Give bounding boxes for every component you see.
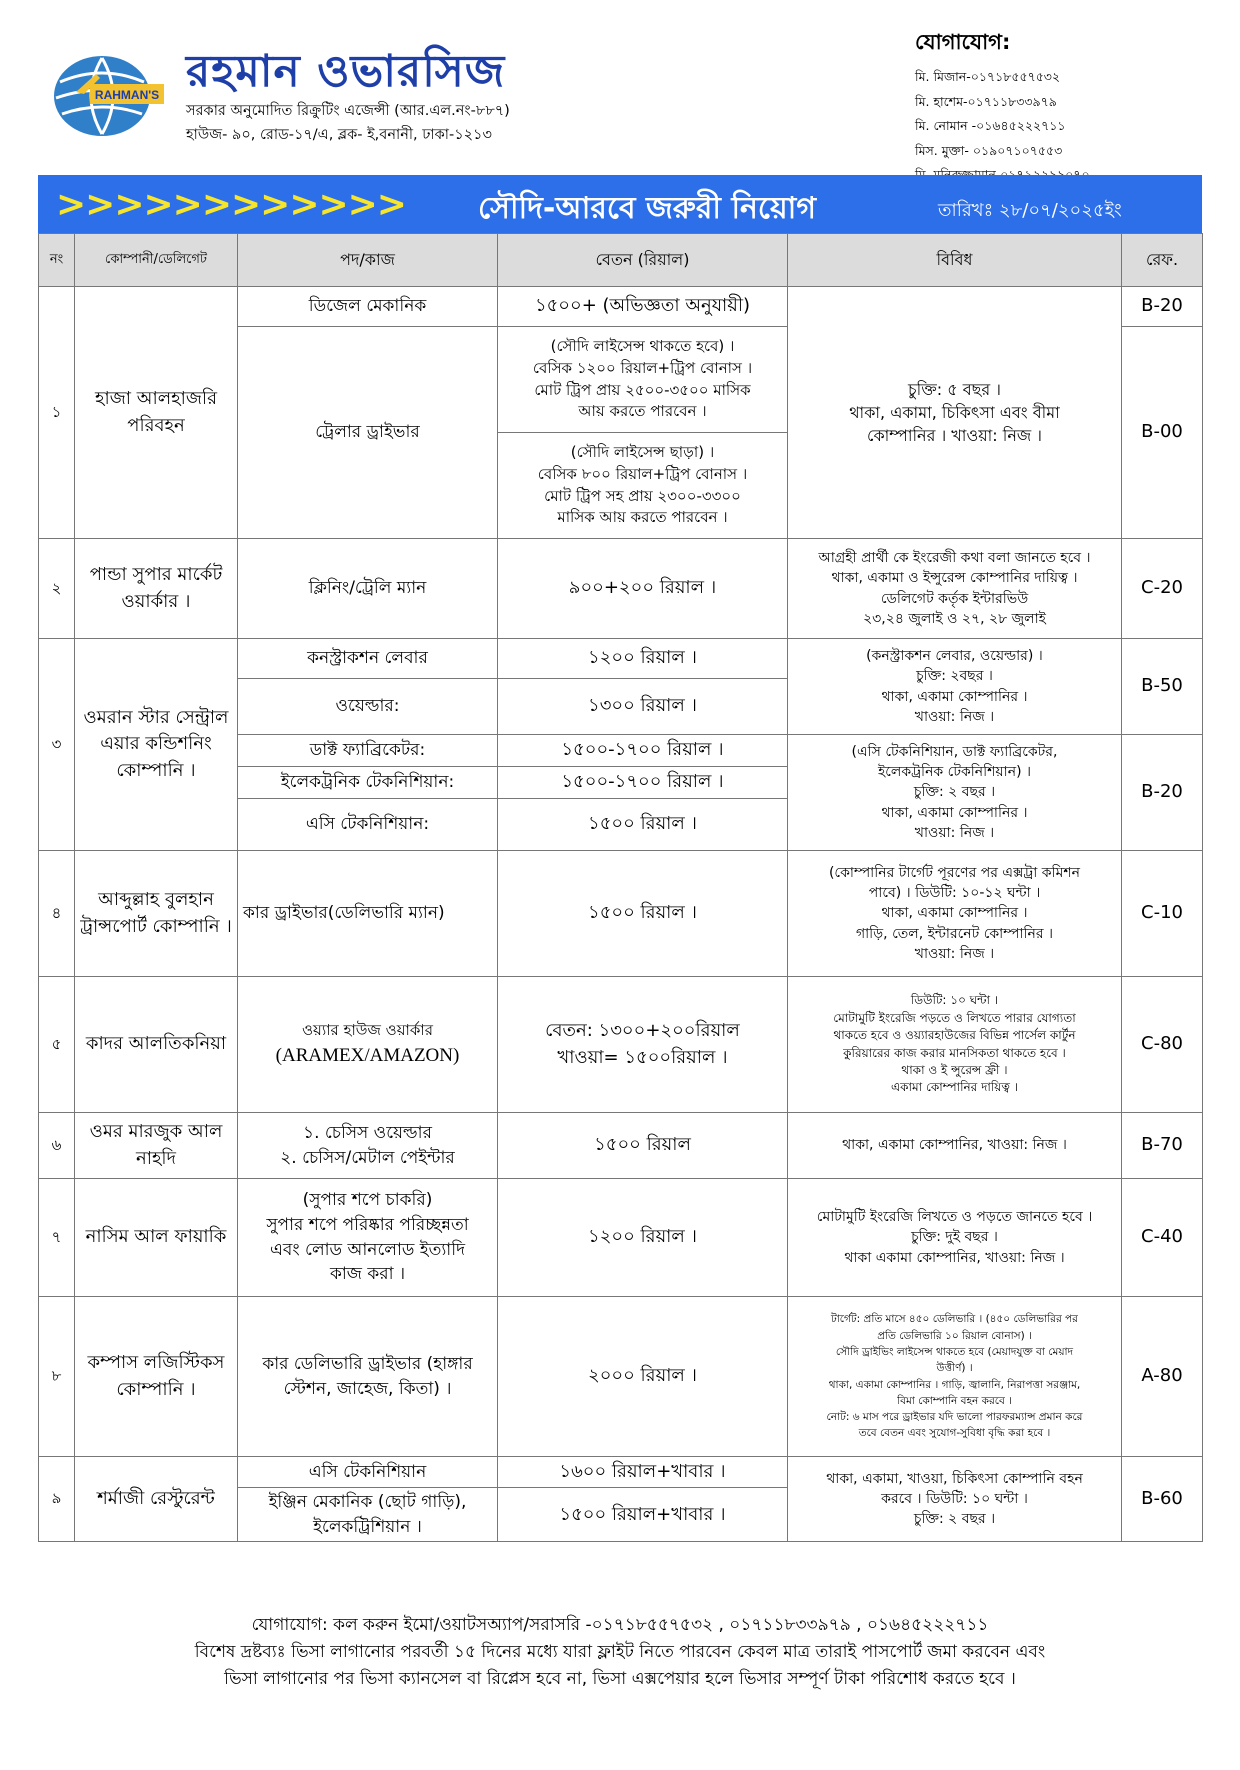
ref-cell: C-20: [1122, 539, 1203, 639]
table-row: [39, 1113, 1203, 1179]
company-cell: কাদর আলতিকনিয়া: [75, 977, 238, 1113]
position-cell: এসি টেকনিশিয়ান: [238, 1457, 498, 1488]
table-header-row: [39, 234, 1203, 287]
misc-line: থাকা, একামা কোম্পানির ।: [881, 804, 1028, 821]
misc-line: ইলেকট্রনিক টেকনিশিয়ান) ।: [877, 764, 1031, 781]
misc-line: থাকা ও ই ন্সুরেন্স ফ্রী ।: [901, 1062, 1008, 1077]
table-row: [39, 287, 1203, 327]
misc-cell: [788, 735, 1122, 851]
misc-cell: থাকা, একামা কোম্পানির, খাওয়া: নিজ ।: [788, 1113, 1122, 1179]
salary-line: মোট ট্রিপ প্রায় ২৫০০-৩৫০০ মাসিক: [534, 380, 751, 399]
misc-line: চুক্তি: দুই বছর ।: [911, 1229, 998, 1246]
ref-cell: B-20: [1122, 735, 1203, 851]
company-subtitle: সরকার অনুমোদিত রিক্রুটিং এজেন্সী (আর.এল.নং-৮৮৭): [186, 103, 510, 119]
salary-cell: ১৫০০ রিয়াল ।: [498, 851, 788, 977]
header: [0, 0, 1240, 175]
banner-title: সৌদি-আরবে জরুরী নিয়োগ: [478, 191, 817, 226]
position-line: ইঞ্জিন মেকানিক (ছোট গাড়ি),: [268, 1492, 467, 1513]
position-cell: এসি টেকনিশিয়ান:: [238, 799, 498, 851]
salary-line: বেসিক ১২০০ রিয়াল+ট্রিপ বোনাস ।: [532, 358, 753, 377]
position-line: ২. চেসিস/মেটাল পেইন্টার: [280, 1147, 455, 1168]
misc-line: থাকা একামা কোম্পানির, খাওয়া: নিজ ।: [844, 1249, 1065, 1266]
misc-line: মোটামুটি ইংরেজি লিখতে ও পড়তে জানতে হবে ।: [816, 1209, 1093, 1226]
misc-cell: [788, 639, 1122, 735]
ref-cell: C-40: [1122, 1179, 1203, 1297]
position-line: (ARAMEX/AMAZON): [275, 1044, 460, 1066]
position-cell: [238, 1488, 498, 1542]
misc-cell: [788, 851, 1122, 977]
company-address: হাউজ- ৯০, রোড-১৭/এ, ব্লক- ই,বনানী, ঢাকা-১২১৩: [186, 127, 492, 143]
salary-cell: [498, 327, 788, 433]
contact-line: মি. নোমান -০১৬৪৫২২২৭১১: [915, 118, 1066, 133]
misc-line: থাকা, একামা ও ইন্সুরেন্স কোম্পানির দায়িত্ব ।: [831, 570, 1078, 587]
header-ref: রেফ.: [1122, 234, 1203, 287]
row-num: ১: [39, 287, 75, 539]
misc-line: থাকা, একামা কোম্পানির ।: [881, 905, 1028, 922]
company-cell: ওমরান স্টার সেন্ট্রাল এয়ার কন্ডিশনিং কোম্পানি ।: [75, 639, 238, 851]
logo-text: RAHMAN'S: [94, 88, 160, 102]
salary-cell: ১৩০০ রিয়াল ।: [498, 679, 788, 735]
footer-note: বিশেষ দ্রষ্টব্যঃ ভিসা লাগানোর পরবর্তী ১৫ দিনের মধ্যে যারা ফ্লাইট নিতে পারবেন কেবল মাত্র তারাই পাসপোর্ট জমা করবেন এবং: [194, 1642, 1046, 1662]
salary-line: বেতন: ১৩০০+২০০রিয়াল: [545, 1020, 740, 1042]
header-company: কোম্পানী/ডেলিগেট: [75, 234, 238, 287]
footer: [38, 1612, 1202, 1693]
position-line: এবং লোড আনলোড ইত্যাদি: [269, 1239, 466, 1260]
header-num: নং: [39, 234, 75, 287]
misc-line: খাওয়া: নিজ ।: [914, 824, 995, 841]
misc-line: চুক্তি: ২বছর ।: [916, 668, 993, 685]
ref-cell: C-80: [1122, 977, 1203, 1113]
misc-line: পাবে) । ডিউটি: ১০-১২ ঘন্টা ।: [868, 885, 1041, 902]
table-row: [39, 1179, 1203, 1297]
table-row: [39, 1297, 1203, 1457]
row-num: ৪: [39, 851, 75, 977]
salary-line: (সৌদি লাইসেন্স ছাড়া) ।: [570, 443, 715, 461]
contact-box: [915, 26, 1225, 188]
company-cell: আব্দুল্লাহ বুলহান ট্রান্সপোর্ট কোম্পানি ।: [75, 851, 238, 977]
misc-line: থাকতে হবে ও ওয়্যারহাউজের বিভিন্ন পার্সেল কার্টুন: [833, 1028, 1076, 1043]
misc-line: গাড়ি, তেল, ইন্টারনেট কোম্পানির ।: [855, 925, 1054, 942]
misc-line: চুক্তি: ২ বছর ।: [913, 1511, 996, 1528]
footer-contact: যোগাযোগ: কল করুন ইমো/ওয়াটসঅ্যাপ/সরাসরি -০১৭১৮৫৫৭৫৩২ , ০১৭১১৮৩৩৯৭৯ , ০১৬৪৫২২২৭১১: [251, 1615, 989, 1635]
salary-line: খাওয়া= ১৫০০রিয়াল ।: [557, 1046, 728, 1068]
misc-line: ২৩,২৪ জুলাই ও ২৭, ২৮ জুলাই: [863, 610, 1046, 627]
misc-cell: [788, 1457, 1122, 1542]
misc-line: উত্তীর্ণ) ।: [936, 1362, 973, 1375]
misc-line: থাকা, একামা, চিকিৎসা এবং বীমা: [849, 402, 1060, 422]
position-cell: ক্লিনিং/ট্রেলি ম্যান: [238, 539, 498, 639]
position-cell: কার ডেলিভারি ড্রাইভার (হাঙ্গার স্টেশন, জাহেজ, কিতা) ।: [238, 1297, 498, 1457]
banner-date: তারিখঃ ২৮/০৭/২০২৫ইং: [938, 200, 1122, 221]
salary-line: বেসিক ৮০০ রিয়াল+ট্রিপ বোনাস ।: [537, 464, 748, 483]
misc-line: থাকা, একামা, খাওয়া, চিকিৎসা কোম্পানি বহন: [826, 1470, 1083, 1487]
header-misc: বিবিধ: [788, 234, 1122, 287]
misc-line: চুক্তি: ২ বছর ।: [913, 784, 996, 801]
ref-cell: A-80: [1122, 1297, 1203, 1457]
salary-cell: [498, 433, 788, 539]
company-cell: শর্মাজী রেস্টুরেন্ট: [75, 1457, 238, 1542]
row-num: ৩: [39, 639, 75, 851]
misc-line: চুক্তি: ৫ বছর ।: [908, 379, 1001, 399]
company-cell: নাসিম আল ফায়াকি: [75, 1179, 238, 1297]
table-row: [39, 977, 1203, 1113]
misc-line: একামা কোম্পানির দায়িত্ব ।: [890, 1080, 1019, 1095]
row-num: ৫: [39, 977, 75, 1113]
row-num: ৯: [39, 1457, 75, 1542]
salary-cell: ১৫০০ রিয়াল ।: [498, 799, 788, 851]
misc-line: ডেলিগেট কর্তৃক ইন্টারভিউ: [880, 590, 1029, 607]
misc-line: (এসি টেকনিশিয়ান, ডাক্ট ফ্যাব্রিকেটর,: [851, 743, 1058, 760]
salary-line: মাসিক আয় করতে পারবেন ।: [557, 508, 728, 527]
ref-cell: C-10: [1122, 851, 1203, 977]
salary-cell: ২০০০ রিয়াল ।: [498, 1297, 788, 1457]
contact-line: মি. মিজান-০১৭১৮৫৫৭৫৩২: [915, 69, 1061, 84]
misc-line: বিমা কোম্পানি বহন করবে ।: [897, 1394, 1012, 1407]
position-line: (সুপার শপে চাকরি): [302, 1190, 433, 1211]
position-cell: [238, 977, 498, 1113]
jobs-table: [38, 233, 1203, 1542]
ref-cell: B-60: [1122, 1457, 1203, 1542]
misc-line: মোটামুটি ইংরেজি পড়তে ও লিখতে পারার যোগ্যতা: [833, 1010, 1076, 1025]
salary-cell: ১৫০০ রিয়াল: [498, 1113, 788, 1179]
contact-title: যোগাযোগ:: [915, 30, 1011, 54]
misc-line: (কনস্ট্রাকশন লেবার, ওয়েল্ডার) ।: [866, 647, 1043, 664]
table-row: [39, 639, 1203, 679]
position-line: সুপার শপে পরিষ্কার পরিচ্ছন্নতা: [266, 1214, 469, 1235]
misc-line: নোট: ৬ মাস পরে ড্রাইভার যদি ভালো পারফরম্যান্স প্রমান করে: [826, 1411, 1083, 1424]
footer-note: ভিসা লাগানোর পর ভিসা ক্যানসেল বা রিপ্লেস হবে না, ভিসা এক্সপেয়ার হলে ভিসার সম্পূর্ণ টাকা পরিশোধ করতে হবে ।: [224, 1669, 1016, 1689]
salary-cell: ১২০০ রিয়াল ।: [498, 1179, 788, 1297]
misc-line: খাওয়া: নিজ ।: [914, 708, 995, 725]
company-cell: ওমর মারজুক আল নাহদি: [75, 1113, 238, 1179]
misc-line: কুরিয়ারের কাজ করার মানসিকতা থাকতে হবে ।: [843, 1045, 1066, 1060]
header-salary: বেতন (রিয়াল): [498, 234, 788, 287]
misc-cell: [788, 1179, 1122, 1297]
salary-cell: ১২০০ রিয়াল ।: [498, 639, 788, 679]
row-num: ২: [39, 539, 75, 639]
misc-cell: [788, 287, 1122, 539]
position-cell: কনস্ট্রাকশন লেবার: [238, 639, 498, 679]
position-line: ইলেকট্রিশিয়ান ।: [313, 1516, 422, 1537]
misc-cell: [788, 1297, 1122, 1457]
misc-cell: [788, 539, 1122, 639]
row-num: ৬: [39, 1113, 75, 1179]
banner-arrows: >>>>>>>>>>>>: [56, 184, 406, 225]
position-cell: ডাক্ট ফ্যাব্রিকেটর:: [238, 735, 498, 767]
salary-line: মোট ট্রিপ সহ প্রায় ২৩০০-৩৩০০: [544, 486, 741, 505]
company-logo: [50, 52, 168, 140]
misc-cell: [788, 977, 1122, 1113]
salary-cell: ১৫০০-১৭০০ রিয়াল ।: [498, 735, 788, 767]
ref-cell: B-20: [1122, 287, 1203, 327]
position-cell: ওয়েল্ডার:: [238, 679, 498, 735]
position-line: ওয়্যার হাউজ ওয়ার্কার: [301, 1020, 434, 1039]
misc-line: সৌদি ড্রাইভিং লাইসেন্স থাকতে হবে (মেয়াদযুক্ত বা মেয়াদ: [835, 1345, 1074, 1358]
misc-line: খাওয়া: নিজ ।: [914, 945, 995, 962]
company-name: রহমান ওভারসিজ: [186, 46, 506, 97]
salary-cell: ১৫০০-১৭০০ রিয়াল ।: [498, 767, 788, 799]
position-line: ১. চেসিস ওয়েল্ডার: [303, 1122, 432, 1143]
misc-line: আগ্রহী প্রার্থী কে ইংরেজী কথা বলা জানতে হবে ।: [818, 549, 1091, 566]
salary-cell: ১৬০০ রিয়াল+খাবার ।: [498, 1457, 788, 1488]
row-num: ৮: [39, 1297, 75, 1457]
salary-cell: ৯০০+২০০ রিয়াল ।: [498, 539, 788, 639]
header-position: পদ/কাজ: [238, 234, 498, 287]
position-cell: [238, 1113, 498, 1179]
position-cell: [238, 1179, 498, 1297]
contact-line: মিস. মুক্তা- ০১৯০৭১০৭৫৫৩: [915, 142, 1063, 158]
company-cell: হাজা আলহাজরি পরিবহন: [75, 287, 238, 539]
position-cell: ডিজেল মেকানিক: [238, 287, 498, 327]
table-row: [39, 851, 1203, 977]
salary-line: (সৌদি লাইসেন্স থাকতে হবে) ।: [550, 337, 735, 355]
salary-cell: [498, 977, 788, 1113]
misc-line: প্রতি ডেলিভারি ১০ রিয়াল বোনাস) ।: [877, 1329, 1032, 1342]
position-cell: ট্রেলার ড্রাইভার: [238, 327, 498, 539]
misc-line: করবে । ডিউটি: ১০ ঘন্টা ।: [881, 1491, 1028, 1508]
salary-cell: ১৫০০ রিয়াল+খাবার ।: [498, 1488, 788, 1542]
misc-line: টার্গেট: প্রতি মাসে ৪৫০ ডেলিভারি । (৪৫০ ডেলিভারির পর: [831, 1313, 1078, 1326]
table-row: [39, 1457, 1203, 1488]
ref-cell: B-50: [1122, 639, 1203, 735]
misc-line: তবে বেতন এবং সুযোগ-সুবিধা বৃদ্ধি করা হবে ।: [858, 1427, 1051, 1440]
salary-cell: ১৫০০+ (অভিজ্ঞতা অনুযায়ী): [498, 287, 788, 327]
company-cell: কম্পাস লজিস্টিকস কোম্পানি ।: [75, 1297, 238, 1457]
salary-line: আয় করতে পারবেন ।: [578, 402, 707, 421]
misc-line: কোম্পানির । খাওয়া: নিজ ।: [866, 426, 1043, 446]
position-cell: কার ড্রাইভার(ডেলিভারি ম্যান): [238, 851, 498, 977]
position-cell: ইলেকট্রনিক টেকনিশিয়ান:: [238, 767, 498, 799]
contact-line: মি. হাশেম-০১৭১১৮৩৩৯৭৯: [915, 93, 1057, 109]
row-num: ৭: [39, 1179, 75, 1297]
company-cell: পান্ডা সুপার মার্কেট ওয়ার্কার ।: [75, 539, 238, 639]
title-banner: [38, 175, 1202, 233]
position-line: কাজ করা ।: [329, 1264, 406, 1285]
misc-line: ডিউটি: ১০ ঘন্টা ।: [910, 993, 999, 1008]
ref-cell: B-70: [1122, 1113, 1203, 1179]
table-row: [39, 539, 1203, 639]
misc-line: (কোম্পানির টার্গেট পূরণের পর এক্সট্রা কমিশন: [828, 864, 1081, 881]
ref-cell: B-00: [1122, 327, 1203, 539]
misc-line: থাকা, একামা কোম্পানির ।: [881, 688, 1028, 705]
misc-line: থাকা, একামা কোম্পানির । গাড়ি, জ্বালানি, নিরাপত্তা সরঞ্জাম,: [828, 1378, 1081, 1391]
